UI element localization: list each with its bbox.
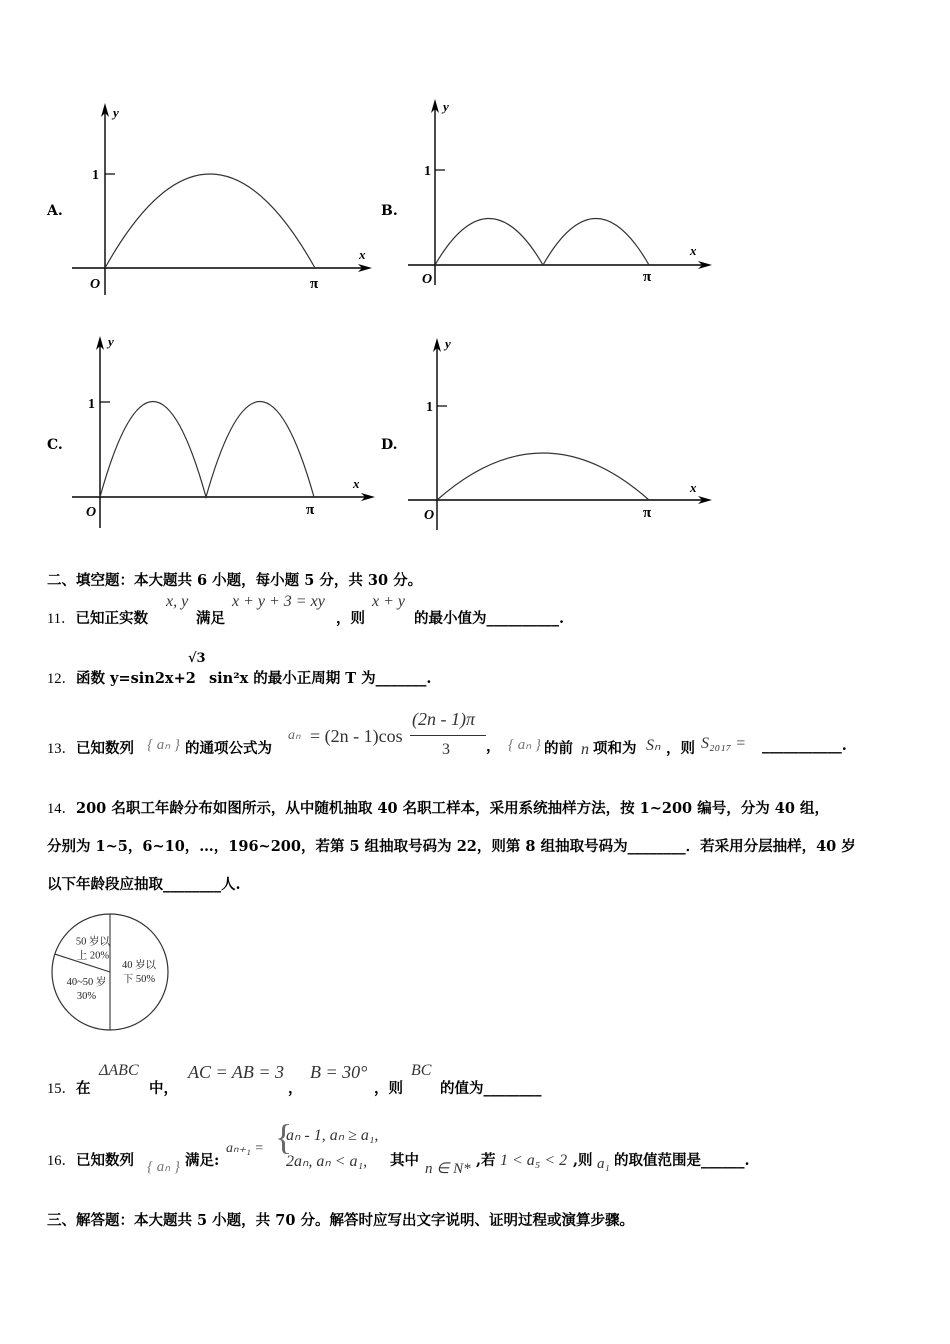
q14-text-line1: 200 名职工年龄分布如图所示，从中随机抽取 40 名职工样本，采用系统抽样方法，按 1~200 编号，分为 40 组， [76,800,829,817]
graph-c [60,330,380,540]
pie-slice-label: 上 20% [76,950,110,962]
q15-sides: AC = AB = 3 [188,1062,284,1082]
question-12 [47,667,196,688]
graph-d-origin-label: O [424,508,435,523]
graph-a-pi-label: π [310,276,319,292]
q11-text-2: 满足 [196,610,225,627]
q16-text-6: 的取值范围是______. [614,1152,750,1169]
pie-slice-label: 下 50% [122,974,156,985]
graph-b-x-label: x [690,243,697,258]
q14-number: 14． [47,801,76,817]
q11-math-equation: x + y + 3 = xy [232,593,325,610]
q12-number: 12． [47,671,76,687]
q16-text-2: 满足: [185,1152,220,1169]
q16-text-5: ,则 [573,1152,593,1169]
question-11 [47,607,148,628]
q11-math-xy: x, y [166,593,189,610]
graph-b-pi-label: π [643,269,652,285]
q13-fraction-numerator: (2n - 1)π [412,709,475,729]
graph-d-y-label: y [445,336,451,351]
q15-text-4: ，则 [374,1080,403,1097]
pie-slice-label: 50 岁以 [75,936,111,948]
graph-c-x-label: x [353,476,360,491]
q16-text-1: 已知数列 [76,1152,134,1169]
question-16 [47,1149,134,1170]
graph-d-x-label: x [690,480,697,495]
q16-an1: aₙ₊₁ = [226,1141,264,1156]
graph-c-origin-label: O [86,505,97,520]
graph-d [400,330,720,540]
graph-b-one-label: 1 [424,164,431,179]
graph-d-pi-label: π [643,505,652,521]
q13-text-3: 的前 [544,740,573,757]
q16-sequence: { aₙ } [147,1159,180,1175]
q13-fraction-denominator: 3 [442,741,450,758]
q13-sequence: { aₙ } [147,737,180,753]
q13-fraction-bar [410,735,486,736]
question-14-line1 [47,797,829,818]
option-b-label: B. [381,203,398,219]
graph-a-one-label: 1 [92,168,99,183]
q15-text-5: 的值为________ [440,1080,542,1097]
section3-title: 三、解答题：本大题共 5 小题，共 70 分。解答时应写出文字说明、证明过程或演算步骤。 [47,1212,634,1229]
q13-n: n [581,741,589,758]
q16-text-4: ,若 [476,1152,496,1169]
q16-brace: { [275,1117,293,1157]
graph-a-x-label: x [359,247,366,262]
question-13 [47,737,134,758]
q15-bc: BC [411,1062,432,1079]
pie-slice-label: 40 岁以 [121,960,157,971]
q15-text-1: 在 [76,1080,91,1097]
section2-title: 二、填空题：本大题共 6 小题，每小题 5 分，共 30 分。 [47,572,423,589]
q16-text-3: 其中 [390,1152,419,1169]
option-d-label: D. [381,437,398,453]
q11-math-sum: x + y [372,593,405,610]
q16-a1: a₁ [597,1156,610,1172]
pie-slice-label: 30% [76,991,97,1003]
q16-number: 16． [47,1153,76,1169]
q15-angle: B = 30° [310,1062,368,1082]
graph-b [400,95,720,305]
q14-text-line2: 分别为 1~5，6~10，…，196~200，若第 5 组抽取号码为 22，则第 8 组抽取号码为________．若采用分层抽样，40 岁 [47,838,856,855]
q11-text-3: ，则 [336,610,365,627]
q15-triangle: ΔABC [99,1062,139,1079]
pie-chart [40,912,180,1034]
option-c-label: C. [47,437,63,453]
graph-d-one-label: 1 [426,400,433,415]
q13-text-4: 项和为 [593,740,637,757]
graph-c-pi-label: π [306,502,315,518]
q13-blank: ___________. [762,737,847,754]
q16-range: 1 < a₅ < 2 [500,1152,568,1169]
q16-case-2: 2aₙ, aₙ < a₁, [286,1153,368,1170]
q13-text-5: ，则 [666,740,695,757]
q15-text-2: 中， [149,1080,178,1097]
q13-text-1: 已知数列 [76,740,134,757]
q13-s2017: S₂₀₁₇ = [701,735,747,752]
graph-b-origin-label: O [422,272,433,287]
q16-case-1: aₙ - 1, aₙ ≥ a₁, [286,1127,379,1144]
q13-an: aₙ [288,728,301,743]
graph-c-y-label: y [108,334,114,349]
q13-comma: ， [486,738,501,755]
graph-a [60,95,380,305]
q12-text-2: sin²x 的最小正周期 T 为_______. [209,670,432,687]
q16-condition: n ∈ N* [425,1161,471,1177]
graph-a-y-label: y [113,105,119,120]
q11-number: 11． [47,611,76,627]
option-a-label: A. [47,203,63,219]
q12-text-1: 函数 y=sin2x+2 [76,670,196,687]
q15-number: 15． [47,1081,76,1097]
q13-equation: = (2n - 1)cos [310,726,403,746]
question-15 [47,1077,91,1098]
q13-number: 13． [47,741,76,757]
q11-text-4: 的最小值为__________. [414,610,565,627]
graph-c-one-label: 1 [88,397,95,412]
graph-a-origin-label: O [90,277,101,292]
q13-sequence-2: { aₙ } [508,737,541,753]
q13-text-2: 的通项公式为 [185,740,272,757]
q11-text-1: 已知正实数 [75,610,148,627]
graph-b-y-label: y [443,99,449,114]
q13-sn: Sₙ [646,737,661,754]
pie-slice-label: 40~50 岁 [66,977,107,989]
q12-sqrt3: √3 [188,651,206,666]
q15-text-3: ， [288,1080,303,1097]
q14-text-line3: 以下年龄段应抽取________人. [47,876,241,893]
